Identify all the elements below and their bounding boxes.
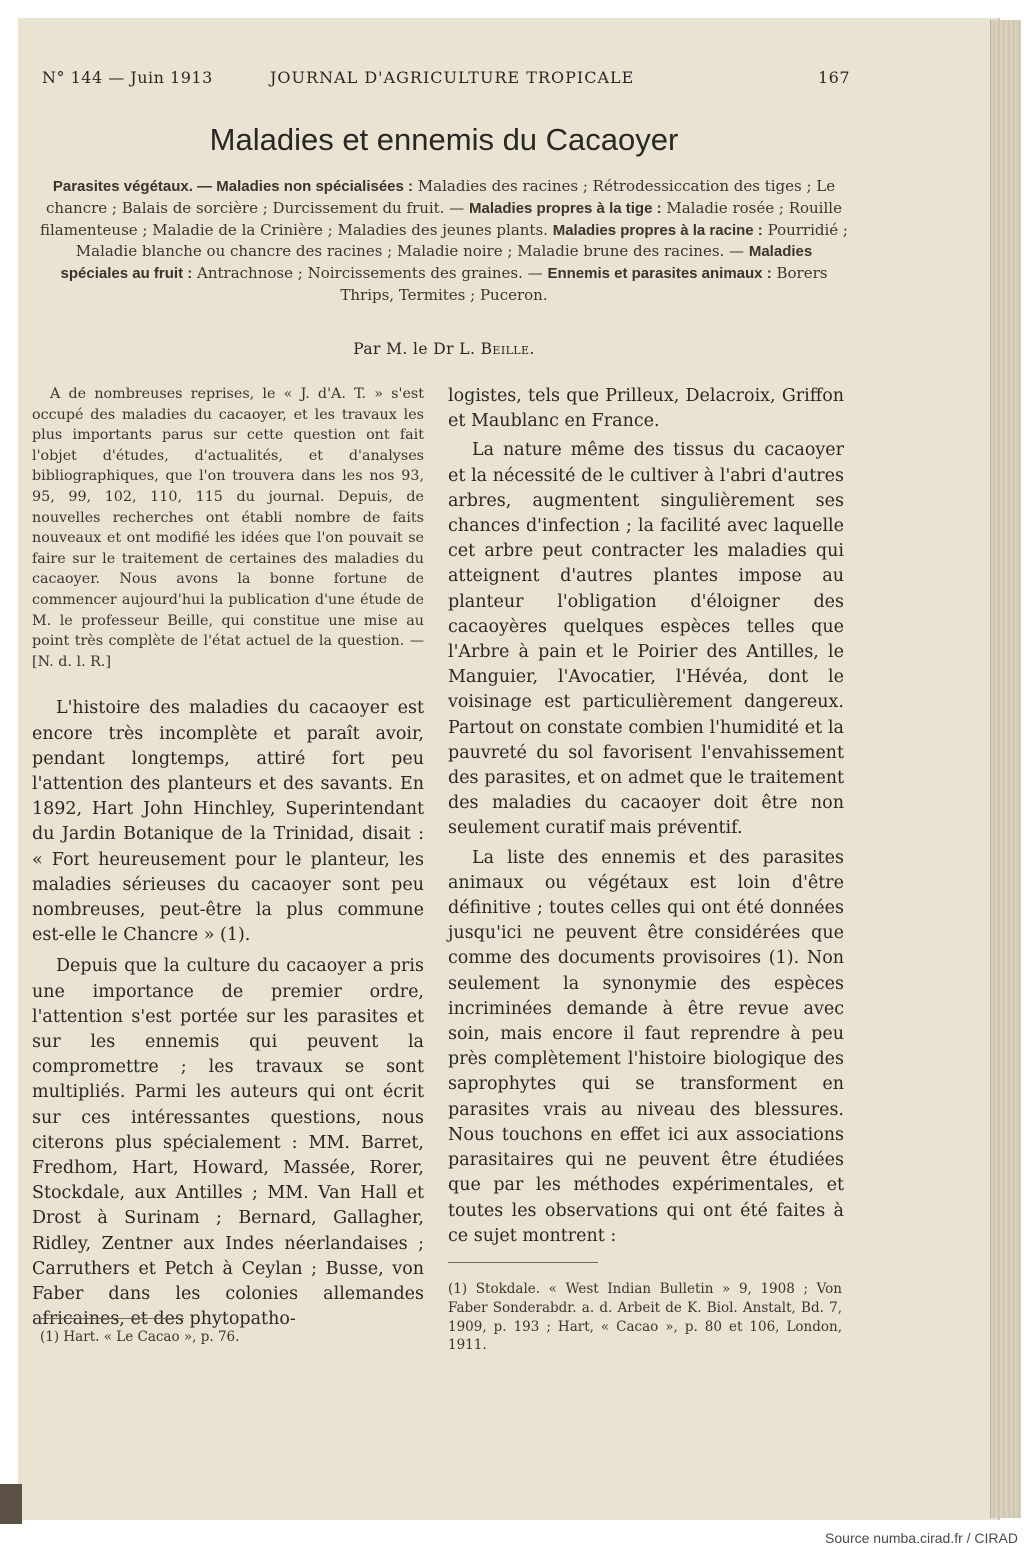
page-number: 167 (817, 68, 850, 87)
article-summary (40, 176, 848, 306)
paragraph: logistes, tels que Prilleux, Delacroix, Griffon et Maublanc en France. (448, 386, 844, 432)
summary-text-2: Maladie rosée ; Rouille filamenteuse ; Maladie de la Crinière ; Maladies des jeunes plants. (40, 198, 842, 239)
source-credit: Source numba.cirad.fr / CIRAD (825, 1530, 1018, 1546)
paragraph: La nature même des tissus du cacaoyer et la nécessité de le cultiver à l'abri d'autres arbres, augmentent singulièrement ses chances d'infection ; la facilité avec laquelle cet arbre peut contracter les maladies qui atteignent d'autres plantes impose au planteur l'obligation d'éloigner des cacaoyères quelques espèces telles que l'Arbre à pain et le Poirier des Antilles, le Manguier, l'Avocatier, l'Hévéa, dont le voisinage est particulièrement dangereux. Partout on constate combien l'humidité et la pauvreté du sol favorisent l'envahissement des parasites, et on admet que le traitement des maladies du cacaoyer doit être non seulement curatif mais préventif. (448, 440, 844, 839)
paragraph: Depuis que la culture du cacaoyer a pris une importance de premier ordre, l'attention s'est portée sur les parasites et sur les ennemis qui peuvent la compromettre ; les travaux se sont multipliés. Parmi les auteurs qui ont écrit sur ces intéressantes questions, nous citerons plus spécialement : MM. Barret, Fredhom, Hart, Howard, Massée, Rorer, Stockdale, aux Antilles ; MM. Van Hall et Drost à Surinam ; Bernard, Gallagher, Ridley, Zentner aux Indes néerlandaises ; Carruthers et Petch à Ceylan ; Busse, von Faber dans les colonies allemandes africaines, et des phytopatho- (32, 956, 424, 1330)
summary-heading-4: Maladies spéciales au fruit : (60, 243, 813, 283)
summary-text-4: Antrachnose ; Noircissements des graines. — (197, 264, 543, 283)
footnote-rule (448, 1262, 598, 1263)
summary-heading-5: Ennemis et parasites animaux : (547, 265, 772, 283)
paragraph: La liste des ennemis et des parasites animaux ou végétaux est loin d'être définitive ; toutes celles qui ont été données jusqu'ici ne peuvent être considérées que comme des documents provisoires (1). Non seulement la synonymie des espèces incriminées demande à être revue avec soin, mais encore il faut reprendre à peu près complètement l'histoire biologique des saprophytes qui se transforment en parasites vrais au niveau des blessures. Nous touchons en effet ici aux associations parasitaires qui ne peuvent être étudiées que par les méthodes expérimentales, et toutes les observations qui ont été faites à ce sujet montrent : (448, 847, 844, 1246)
summary-text-1: Maladies des racines ; Rétrodessiccation des tiges ; Le chancre ; Balais de sorcière ; Durcissement du fruit. — (46, 177, 836, 217)
footnote-left: (1) Hart. « Le Cacao », p. 76. (40, 1329, 240, 1345)
author-prefix: Par M. le Dr (353, 340, 454, 358)
summary-heading-3: Maladies propres à la racine : (552, 221, 763, 239)
right-column (448, 384, 844, 1249)
footnote-rule (34, 1318, 184, 1319)
running-header (42, 68, 850, 92)
scan-border (0, 1484, 22, 1524)
summary-heading-2: Maladies propres à la tige : (469, 199, 662, 217)
left-column (32, 384, 424, 1332)
summary-text-5: Borers Thrips, Termites ; Puceron. (340, 264, 828, 304)
paragraph: L'histoire des maladies du cacaoyer est encore très incomplète et paraît avoir, pendant longtemps, attiré fort peu l'attention des planteurs et des savants. En 1892, Hart John Hinchley, Superintendant du Jardin Botanique de la Trinidad, disait : « Fort heureusement pour le planteur, les maladies sérieuses du cacaoyer sont peu nombreuses, peut-être la plus commune est-elle le Chancre » (1). (32, 698, 424, 946)
page-edges (990, 20, 1021, 1518)
author-name: L. Beille. (459, 340, 535, 358)
author-line (40, 340, 848, 358)
summary-heading-1: Parasites végétaux. — Maladies non spécialisées : (52, 178, 414, 195)
journal-title: JOURNAL D'AGRICULTURE TROPICALE (270, 68, 635, 87)
footnote-right: (1) Stokdale. « West Indian Bulletin » 9, 1908 ; Von Faber Sonderabdr. a. d. Arbeit de K. Biol. Anstalt, Bd. 7, 1909, p. 193 ; Hart, « Cacao », p. 80 et 106, London, 1911. (448, 1281, 842, 1354)
issue-number: N° 144 — Juin 1913 (42, 68, 213, 87)
summary-text-3: Pourridié ; Maladie blanche ou chancre des racines ; Maladie noire ; Maladie brune des racines. — (75, 220, 848, 261)
article-title: Maladies et ennemis du Cacaoyer (209, 122, 679, 157)
editor-note: A de nombreuses reprises, le « J. d'A. T. » s'est occupé des maladies du cacaoyer, et les travaux les plus importants parus sur cette question ont fait l'objet d'études, d'actualités, et d'analyses bibliographiques, que l'on trouvera dans les nos 93, 95, 99, 102, 110, 115 du journal. Depuis, de nouvelles recherches ont établi nombre de faits nouveaux et ont modifié les idées que l'on pouvait se faire sur le traitement de certaines des maladies du cacaoyer. Nous avons la bonne fortune de commencer aujourd'hui la publication d'une étude de M. le professeur Beille, qui constitue une mise au point très complète de l'état actuel de la question. — [N. d. l. R.] (32, 386, 424, 670)
